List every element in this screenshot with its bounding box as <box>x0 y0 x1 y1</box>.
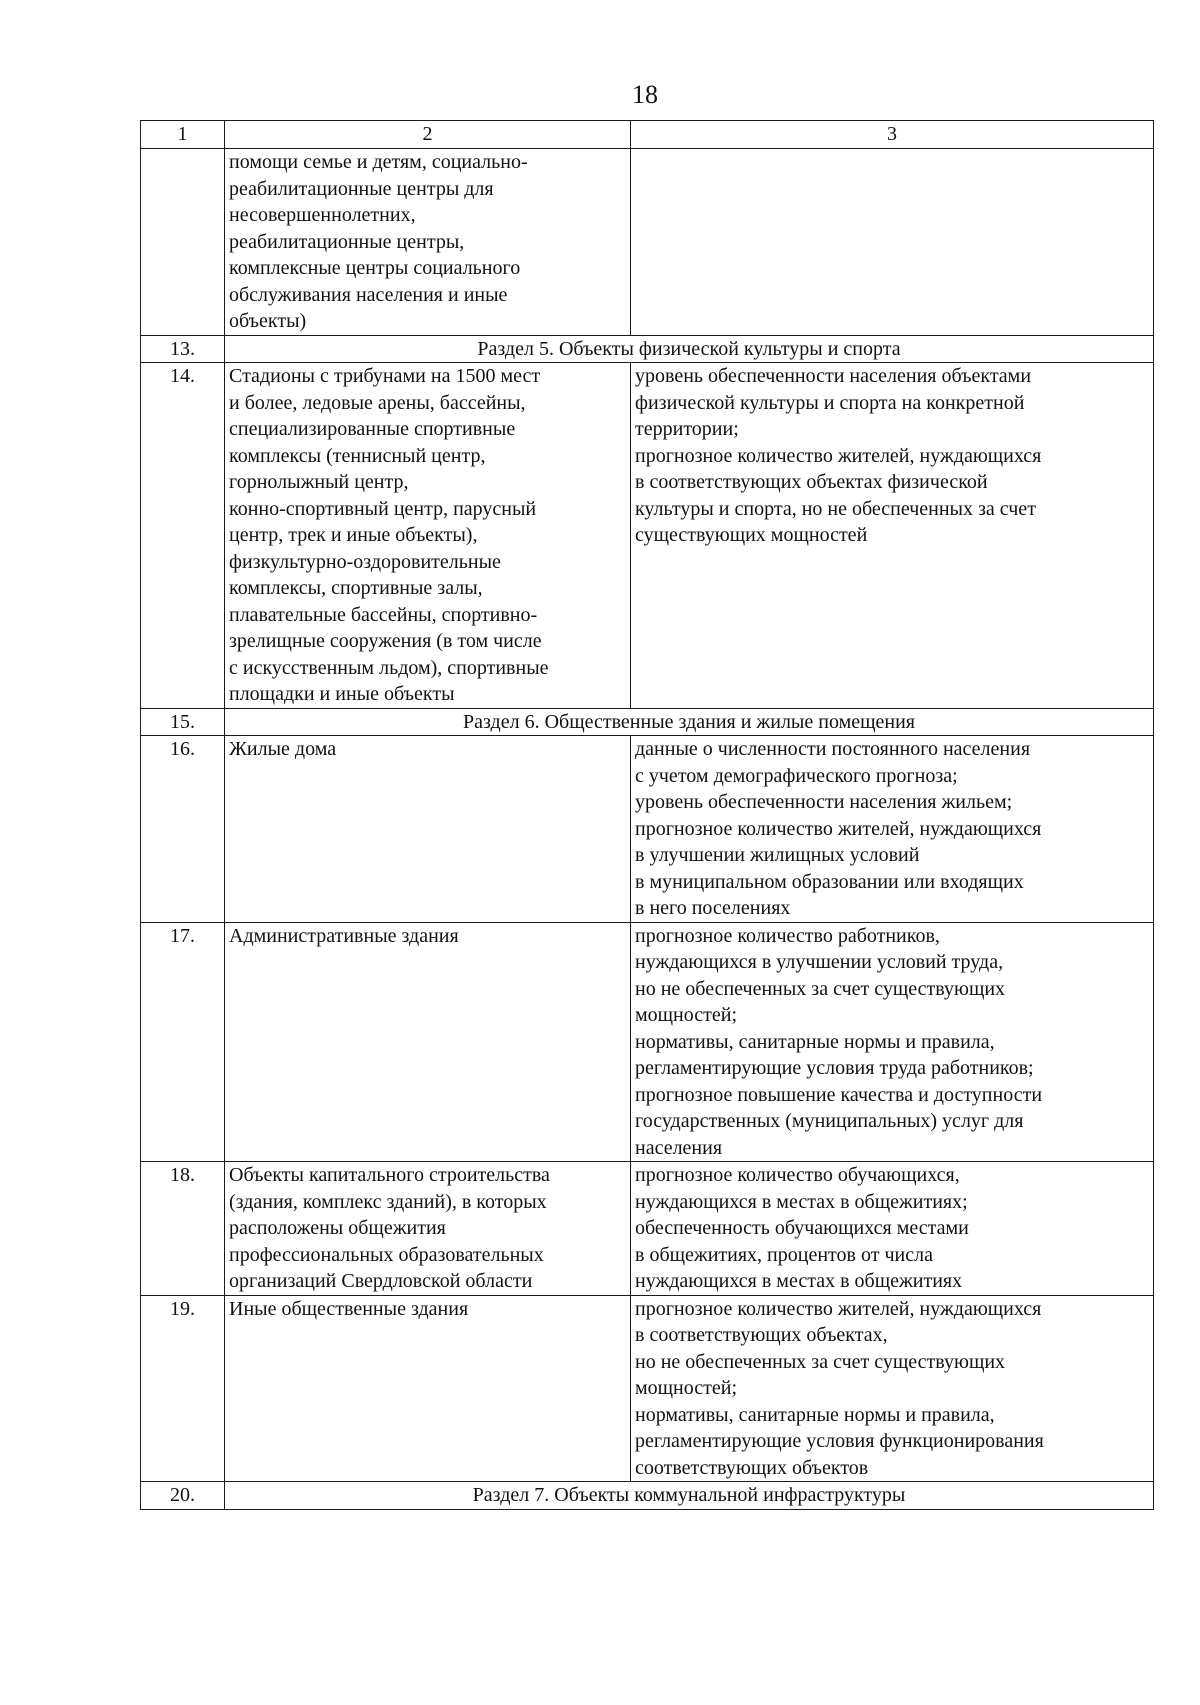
table-row <box>141 1295 1154 1482</box>
requirements-table <box>140 120 1154 1510</box>
header-cell-3: 3 <box>631 121 1154 149</box>
criteria-cell: данные о численности постоянного населения с учетом демографического прогноза; уровень обеспеченности населения жильем; прогнозное количество жителей, нуждающихся в улучшении жилищных условий в муниципальном образовании или входящих в него поселениях <box>631 736 1154 923</box>
section-title: Раздел 6. Общественные здания и жилые помещения <box>225 708 1154 736</box>
table-row <box>141 363 1154 709</box>
criteria-cell: прогнозное количество жителей, нуждающихся в соответствующих объектах, но не обеспеченных за счет существующих мощностей; нормативы, санитарные нормы и правила, регламентирующие условия функционирования соответствующих объектов <box>631 1295 1154 1482</box>
row-number: 14. <box>141 363 225 709</box>
criteria-cell: прогнозное количество работников, нуждающихся в улучшении условий труда, но не обеспеченных за счет существующих мощностей; нормативы, санитарные нормы и правила, регламентирующие условия труда работников; прогнозное повышение качества и доступности государственных (муниципальных) услуг для населения <box>631 922 1154 1162</box>
table-row <box>141 922 1154 1162</box>
row-number: 18. <box>141 1162 225 1296</box>
section-row <box>141 708 1154 736</box>
object-type-cell: помощи семье и детям, социально- реабилитационные центры для несовершеннолетних, реабилитационные центры, комплексные центры социального обслуживания населения и иные объекты) <box>225 149 631 336</box>
table-header-row <box>141 121 1154 149</box>
row-number: 19. <box>141 1295 225 1482</box>
row-number: 17. <box>141 922 225 1162</box>
header-cell-2: 2 <box>225 121 631 149</box>
table-row <box>141 1162 1154 1296</box>
object-type-cell: Жилые дома <box>225 736 631 923</box>
section-row <box>141 1482 1154 1510</box>
row-number: 16. <box>141 736 225 923</box>
table-row <box>141 149 1154 336</box>
object-type-cell: Объекты капитального строительства (здания, комплекс зданий), в которых расположены общежития профессиональных образовательных организаций Свердловской области <box>225 1162 631 1296</box>
criteria-cell: прогнозное количество обучающихся, нуждающихся в местах в общежитиях; обеспеченность обучающихся местами в общежитиях, процентов от числа нуждающихся в местах в общежитиях <box>631 1162 1154 1296</box>
header-cell-1: 1 <box>141 121 225 149</box>
table-row <box>141 736 1154 923</box>
criteria-cell: уровень обеспеченности населения объектами физической культуры и спорта на конкретной территории; прогнозное количество жителей, нуждающихся в соответствующих объектах физической культуры и спорта, но не обеспеченных за счет существующих мощностей <box>631 363 1154 709</box>
object-type-cell: Административные здания <box>225 922 631 1162</box>
page-number: 18 <box>632 80 658 109</box>
row-number: 15. <box>141 708 225 736</box>
section-title: Раздел 5. Объекты физической культуры и спорта <box>225 335 1154 363</box>
criteria-cell <box>631 149 1154 336</box>
row-number: 13. <box>141 335 225 363</box>
section-row <box>141 335 1154 363</box>
object-type-cell: Иные общественные здания <box>225 1295 631 1482</box>
object-type-cell: Стадионы с трибунами на 1500 мест и более, ледовые арены, бассейны, специализированные спортивные комплексы (теннисный центр, горнолыжный центр, конно-спортивный центр, парусный центр, трек и иные объекты), физкультурно-оздоровительные комплексы, спортивные залы, плавательные бассейны, спортивно- зрелищные сооружения (в том числе с искусственным льдом), спортивные площадки и иные объекты <box>225 363 631 709</box>
row-number: 20. <box>141 1482 225 1510</box>
row-number <box>141 149 225 336</box>
section-title: Раздел 7. Объекты коммунальной инфраструктуры <box>225 1482 1154 1510</box>
